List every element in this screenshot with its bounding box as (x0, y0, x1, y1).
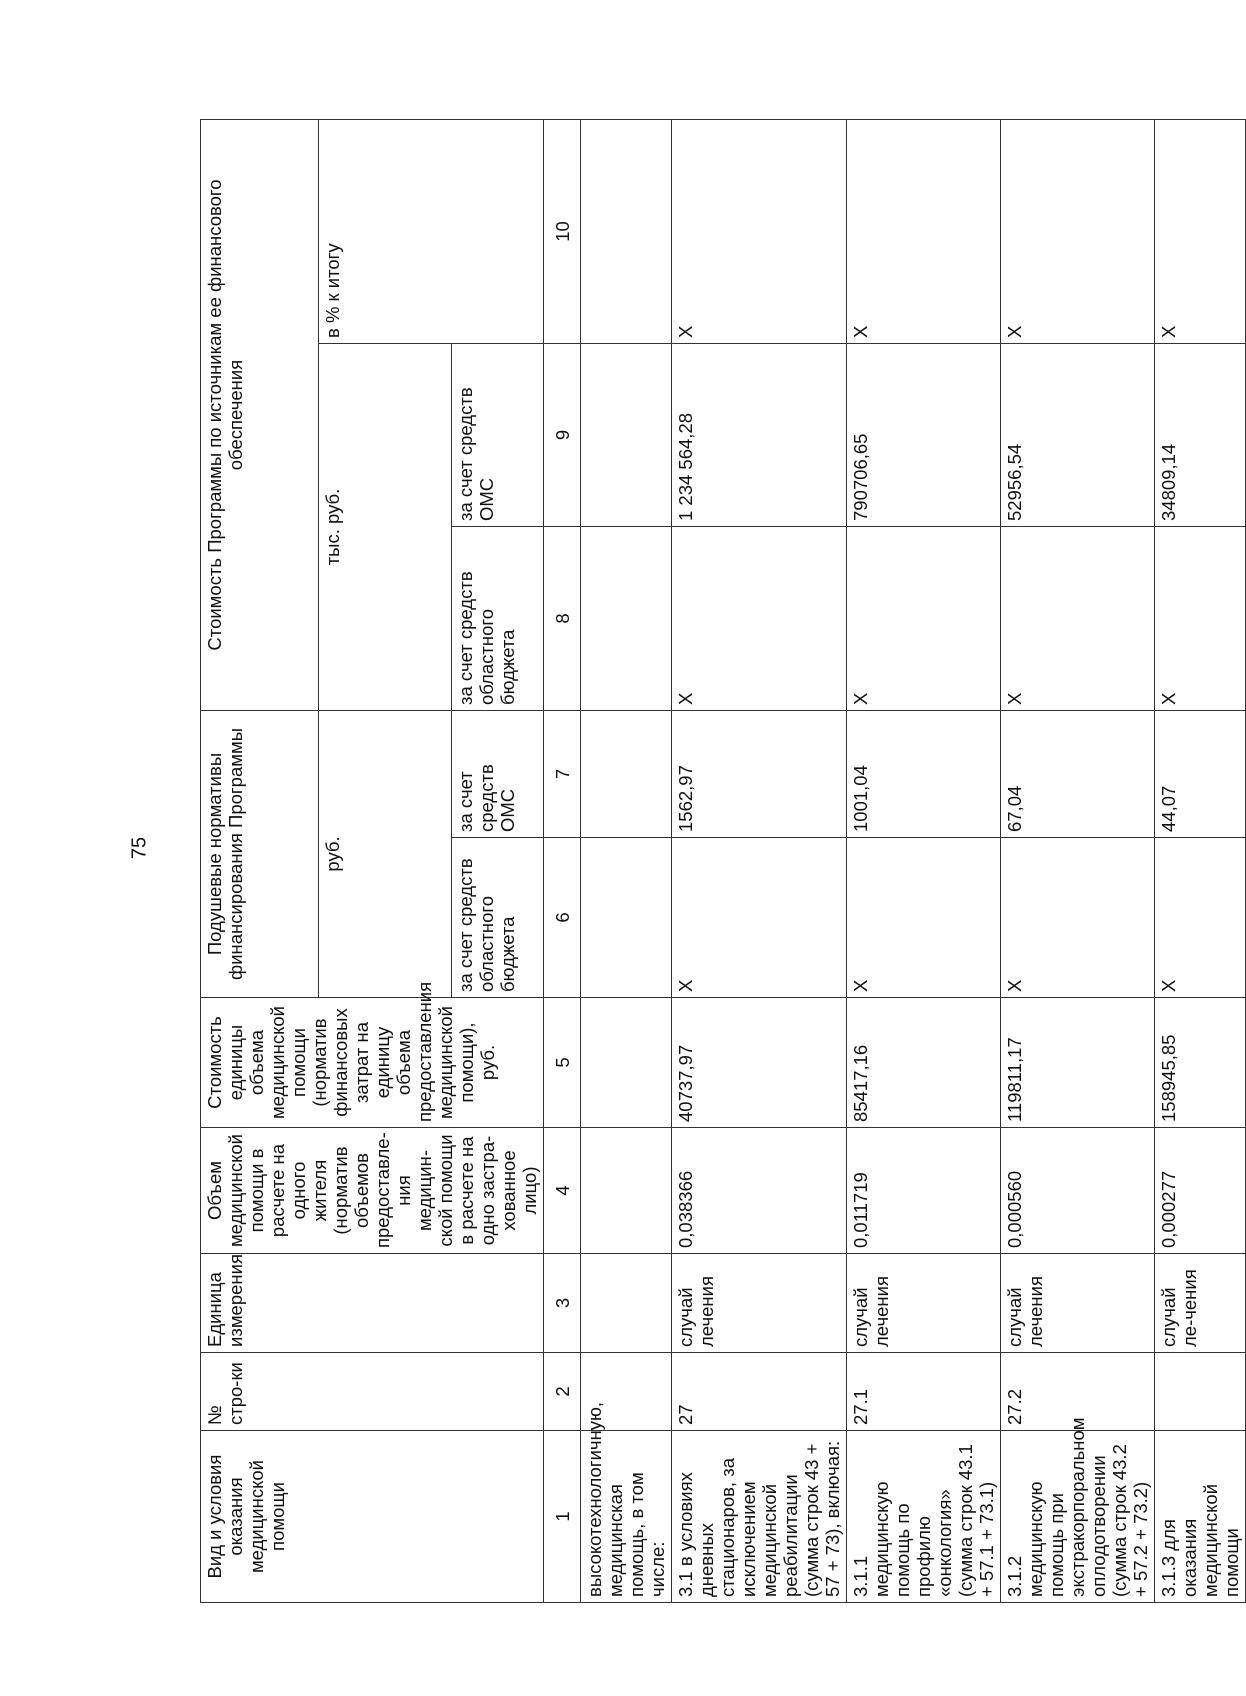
row-pc-oms (581, 711, 672, 838)
row-tc-oms: 52956,54 (1001, 344, 1155, 527)
row-unit: случай лечения (1001, 1254, 1155, 1353)
row-unit: случай лечения (847, 1254, 1001, 1353)
row-percent: X (672, 119, 847, 343)
row-percent: X (1001, 119, 1155, 343)
row-percent: X (847, 119, 1001, 343)
header-pc-budget: за счет средств областного бюджета (452, 838, 544, 998)
row-tc-budget: X (1155, 527, 1246, 711)
header-line-number: № стро-ки (201, 1353, 544, 1431)
table-row (847, 119, 1001, 1602)
header-percent-total: в % к итогу (319, 119, 544, 343)
row-pc-budget (581, 838, 672, 998)
row-name: 3.1.2 медицинскую помощь при экстракорпоральном оплодотворении (сумма строк 43.2 + 57.2 + 73.2) (1001, 1431, 1155, 1603)
row-pc-oms: 1001,04 (847, 711, 1001, 838)
header-pc-oms: за счет средств ОМС (452, 711, 544, 838)
col-number: 5 (544, 998, 581, 1128)
col-number: 7 (544, 711, 581, 838)
rotated-table-container (200, 120, 1242, 1603)
header-tc-oms: за счет средств ОМС (452, 344, 544, 527)
financing-table (200, 119, 1246, 1603)
header-unit-rub: руб. (319, 711, 452, 998)
row-name: 3.1 в условиях дневных стационаров, за исключением медицинской реабилитации (сумма строк 43 + 57 + 73), включая: (672, 1431, 847, 1603)
row-tc-budget: X (847, 527, 1001, 711)
row-unit: случай лечения (672, 1254, 847, 1353)
col-number: 9 (544, 344, 581, 527)
col-number: 2 (544, 1353, 581, 1431)
row-pc-budget: X (672, 838, 847, 998)
col-number: 1 (544, 1431, 581, 1603)
header-unit-cost: Стоимость единицы объема медицинской помощи (норматив финансовых затрат на единицу объема предоставления медицинской помощи), руб. (201, 998, 544, 1128)
row-pc-oms: 67,04 (1001, 711, 1155, 838)
row-cost: 40737,97 (672, 998, 847, 1128)
row-volume: 0,038366 (672, 1128, 847, 1254)
row-line (1155, 1353, 1246, 1431)
row-tc-oms (581, 344, 672, 527)
row-pc-oms: 44,07 (1155, 711, 1246, 838)
table-row (1155, 119, 1246, 1602)
row-tc-oms: 1 234 564,28 (672, 344, 847, 527)
table-row (1001, 119, 1155, 1602)
row-volume (581, 1128, 672, 1254)
row-name: 3.1.1 медицинскую помощь по профилю «онкология» (сумма строк 43.1 + 57.1 + 73.1) (847, 1431, 1001, 1603)
row-tc-budget (581, 527, 672, 711)
row-tc-oms: 34809,14 (1155, 344, 1246, 527)
row-percent (581, 119, 672, 343)
row-cost: 119811,17 (1001, 998, 1155, 1128)
table-row (672, 119, 847, 1602)
col-number: 4 (544, 1128, 581, 1254)
row-tc-budget: X (1001, 527, 1155, 711)
col-number: 8 (544, 527, 581, 711)
table-row (581, 119, 672, 1602)
row-name: высокотехнологичную, медицинская помощь, в том числе: (581, 1431, 672, 1603)
row-pc-budget: X (1001, 838, 1155, 998)
col-number: 6 (544, 838, 581, 998)
row-pc-budget: X (847, 838, 1001, 998)
row-cost (581, 998, 672, 1128)
row-unit: случай ле-чения (1155, 1254, 1246, 1353)
row-unit (581, 1254, 672, 1353)
header-volume: Объем медицинской помощи в расчете на одного жителя (норматив объемов предоставле-ния медицин-ской помощи в расчете на одно застра-хованное лицо) (201, 1128, 544, 1254)
row-volume: 0,011719 (847, 1128, 1001, 1254)
row-volume: 0,000277 (1155, 1128, 1246, 1254)
header-unit-thousand-rub: тыс. руб. (319, 344, 452, 711)
row-pc-budget: X (1155, 838, 1246, 998)
col-number: 3 (544, 1254, 581, 1353)
row-line: 27 (672, 1353, 847, 1431)
page-number: 75 (128, 836, 151, 860)
header-per-capita-group: Подушевые нормативы финансирования Программы (201, 711, 319, 998)
row-cost: 85417,16 (847, 998, 1001, 1128)
row-name: 3.1.3 для оказания медицинской помощи (1155, 1431, 1246, 1603)
row-percent: X (1155, 119, 1246, 343)
row-volume: 0,000560 (1001, 1128, 1155, 1254)
row-pc-oms: 1562,97 (672, 711, 847, 838)
header-type-conditions: Вид и условия оказания медицинской помощи (201, 1431, 544, 1603)
col-number: 10 (544, 119, 581, 343)
row-tc-budget: X (672, 527, 847, 711)
row-cost: 158945,85 (1155, 998, 1246, 1128)
header-unit: Единица измерения (201, 1254, 544, 1353)
column-number-row (544, 119, 581, 1602)
header-program-cost-group: Стоимость Программы по источникам ее финансового обеспечения (201, 119, 319, 710)
header-tc-budget: за счет средств областного бюджета (452, 527, 544, 711)
row-line: 27.2 (1001, 1353, 1155, 1431)
row-tc-oms: 790706,65 (847, 344, 1001, 527)
row-line: 27.1 (847, 1353, 1001, 1431)
